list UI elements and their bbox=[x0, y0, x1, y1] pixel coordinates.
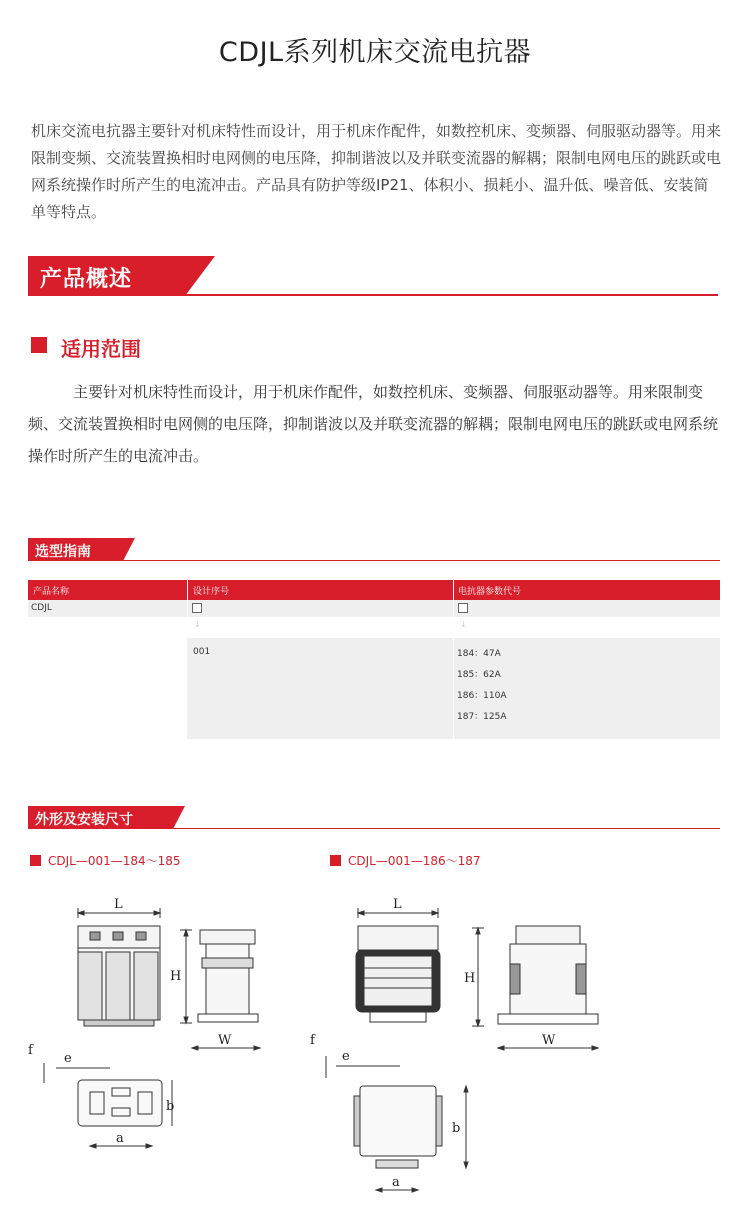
square-bullet-icon bbox=[330, 855, 341, 866]
column-header-params: 电抗器参数代号 bbox=[458, 587, 522, 597]
dim-label-b: b bbox=[452, 1121, 461, 1136]
table-row bbox=[28, 600, 720, 617]
dim-label-H: H bbox=[464, 971, 476, 986]
drawing-b-side bbox=[464, 926, 598, 1050]
dim-label-L: L bbox=[393, 897, 402, 912]
drawing-b-front bbox=[356, 897, 440, 1022]
drawing-a-front bbox=[78, 897, 160, 1026]
square-bullet-icon bbox=[31, 337, 47, 353]
dim-label-b: b bbox=[166, 1099, 175, 1114]
drawing-b-base bbox=[310, 1033, 468, 1192]
drawing-a-base bbox=[28, 1043, 174, 1148]
dim-label-W: W bbox=[218, 1033, 232, 1048]
square-bullet-icon bbox=[30, 855, 41, 866]
dim-label-f: f bbox=[310, 1033, 315, 1048]
section-header-dimensions bbox=[28, 806, 720, 831]
section-tab-wedge bbox=[185, 256, 215, 296]
dim-label-L: L bbox=[114, 897, 123, 912]
section-tab-wedge bbox=[123, 538, 135, 561]
column-divider bbox=[453, 638, 454, 739]
dim-label-a: a bbox=[392, 1175, 400, 1190]
product-name-cell: CDJL bbox=[31, 603, 52, 613]
scope-paragraph bbox=[28, 376, 718, 472]
column-divider bbox=[453, 600, 454, 617]
dim-label-e: e bbox=[64, 1051, 72, 1066]
selection-table bbox=[28, 580, 720, 740]
param-option: 186：110A bbox=[457, 691, 507, 701]
column-divider bbox=[187, 580, 188, 600]
section-title-overview: 产品概述 bbox=[40, 267, 133, 292]
checkbox-placeholder-icon bbox=[192, 603, 202, 613]
dimension-drawings bbox=[20, 878, 740, 1213]
subsection-title-scope: 适用范围 bbox=[61, 337, 141, 361]
section-rule bbox=[28, 294, 718, 296]
drawing-a-side bbox=[170, 930, 260, 1050]
dim-label-H: H bbox=[170, 969, 182, 984]
section-title-dimensions: 外形及安装尺寸 bbox=[35, 812, 133, 828]
column-header-product-name: 产品名称 bbox=[33, 587, 70, 597]
section-header-selection bbox=[28, 538, 720, 563]
param-option: 187：125A bbox=[457, 712, 507, 722]
down-arrow-icon: ↓ bbox=[194, 620, 201, 629]
section-tab-wedge bbox=[173, 806, 185, 829]
param-option: 184：47A bbox=[457, 649, 501, 659]
param-option: 185：62A bbox=[457, 670, 501, 680]
intro-paragraph: 机床交流电抗器主要针对机床特性而设计，用于机床作配件，如数控机床、变频器、伺服驱动器等。用来限制变频、交流装置换相时电网侧的电压降，抑制谐波以及并联变流器的解耦；限制电网电压的跳跃或电网系统操作时所产生的电流冲击。产品具有防护等级IP21、体积小、损耗小、温升低、噪音低、安装简单等特点。 bbox=[31, 122, 722, 221]
model-label-a: CDJL—001—184～185 bbox=[48, 854, 181, 868]
dim-label-f: f bbox=[28, 1043, 33, 1058]
design-no-value: 001 bbox=[193, 647, 211, 657]
dim-label-e: e bbox=[342, 1049, 350, 1064]
section-title-selection: 选型指南 bbox=[35, 544, 91, 560]
column-divider bbox=[187, 600, 188, 617]
column-header-design-no: 设计序号 bbox=[193, 587, 230, 597]
column-divider bbox=[453, 580, 454, 600]
scope-text: 主要针对机床特性而设计，用于机床作配件，如数控机床、变频器、伺服驱动器等。用来限制变频、交流装置换相时电网侧的电压降，抑制谐波以及并联变流器的解耦；限制电网电压的跳跃或电网系统操作时所产生的电流冲击。 bbox=[28, 383, 719, 465]
dim-label-a: a bbox=[116, 1131, 124, 1146]
dimension-drawing-svg bbox=[20, 878, 740, 1213]
down-arrow-icon: ↓ bbox=[460, 620, 467, 629]
section-header-overview bbox=[28, 256, 718, 298]
table-header-row bbox=[28, 580, 720, 600]
checkbox-placeholder-icon bbox=[458, 603, 468, 613]
dim-label-W: W bbox=[542, 1033, 556, 1048]
section-rule bbox=[28, 828, 720, 829]
model-label-b: CDJL—001—186～187 bbox=[348, 854, 481, 868]
section-rule bbox=[28, 560, 720, 561]
page-title: CDJL系列机床交流电抗器 bbox=[218, 37, 532, 68]
